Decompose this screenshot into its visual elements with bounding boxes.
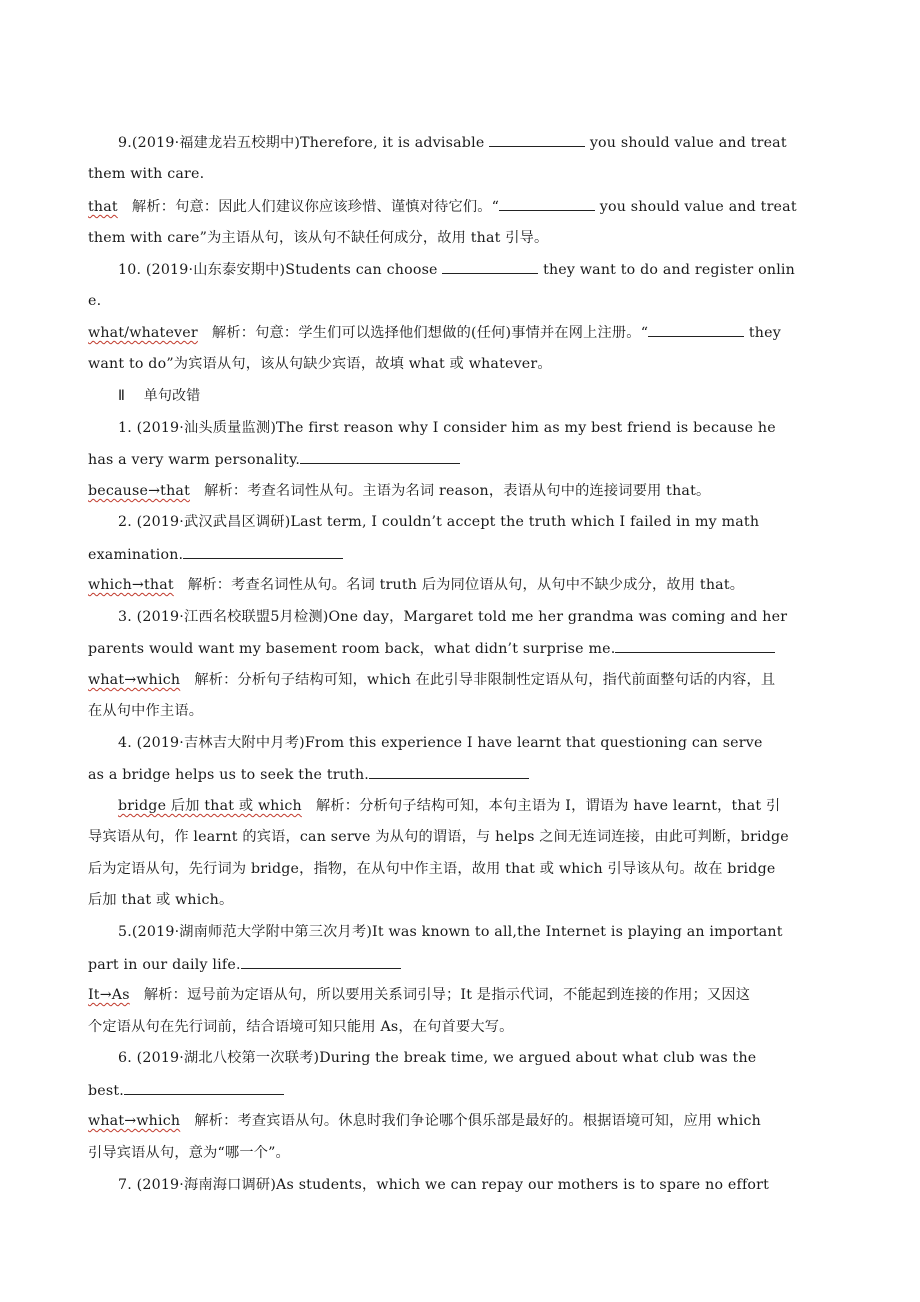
p2-q4-explanation-3: 后为定语从句，先行词为 bridge，指物，在从句中作主语，故用 that 或 which 引导该从句。故在 bridge	[88, 861, 776, 877]
p2-q5-text: part in our daily life.	[88, 957, 241, 973]
p2-q6-text: best.	[88, 1083, 124, 1099]
p2-q5-exp-text: 解析：逗号前为定语从句，所以要用关系词引导；It 是指示代词，不能起到连接的作用；又因这	[129, 987, 751, 1003]
q9-exp-text-b: you should value and treat	[595, 199, 797, 215]
q9-text-a: 9.(2019·福建龙岩五校期中)Therefore, it is advisable	[118, 135, 490, 151]
p2-q5-blank[interactable]	[241, 954, 401, 969]
p2-q1-text: has a very warm personality.	[88, 452, 301, 468]
p2-q4-answer: bridge 后加 that 或 which	[118, 798, 302, 814]
p2-q4-explanation-1	[118, 796, 780, 816]
p2-q2-line-1: 2. (2019·武汉武昌区调研)Last term, I couldn’t accept the truth which I failed in my math	[118, 514, 760, 530]
p2-q3-exp-text: 解析：分析句子结构可知，which 在此引导非限制性定语从句，指代前面整句话的内容，且	[180, 672, 776, 688]
q10-blank[interactable]	[442, 259, 538, 274]
p2-q4-exp-text: 解析：分析句子结构可知，本句主语为 I，谓语为 have learnt，that 引	[301, 798, 781, 814]
p2-q4-line-2	[88, 764, 529, 785]
p2-q6-explanation-2: 引导宾语从句，意为“哪一个”。	[88, 1145, 290, 1161]
p2-q3-line-1: 3. (2019·江西名校联盟5月检测)One day，Margaret told me her grandma was coming and her	[118, 609, 788, 625]
q10-line-2: e.	[88, 293, 102, 309]
p2-q2-answer: which→that	[88, 577, 174, 593]
p2-q3-answer: what→which	[88, 672, 181, 688]
p2-q1-line-2	[88, 449, 460, 470]
q10-line-1	[118, 259, 795, 280]
p2-q5-line-2	[88, 954, 401, 975]
p2-q2-explanation-1	[88, 575, 744, 595]
p2-q3-line-2	[88, 638, 775, 659]
q9-line-2: them with care.	[88, 166, 205, 182]
p2-q6-explanation-1	[88, 1111, 761, 1131]
q10-answer: what/whatever	[88, 325, 198, 341]
q10-exp-blank	[648, 322, 744, 337]
q10-text-a: 10. (2019·山东泰安期中)Students can choose	[118, 262, 443, 278]
p2-q1-answer: because→that	[88, 483, 190, 499]
q9-line-1	[118, 132, 787, 153]
q10-explanation-1	[88, 322, 781, 343]
section-title: Ⅱ 单句改错	[118, 388, 201, 404]
p2-q1-line-1: 1. (2019·汕头质量监测)The first reason why I consider him as my best friend is because he	[118, 420, 776, 436]
p2-q6-line-1: 6. (2019·湖北八校第一次联考)During the break time, we argued about what club was the	[118, 1050, 757, 1066]
p2-q1-blank[interactable]	[300, 449, 460, 464]
p2-q4-explanation-2: 导宾语从句，作 learnt 的宾语，can serve 为从句的谓语，与 helps 之间无连词连接，由此可判断，bridge	[88, 829, 789, 845]
p2-q3-blank[interactable]	[615, 638, 775, 653]
q9-exp-text-a: 解析：句意：因此人们建议你应该珍惜、谨慎对待它们。“	[117, 199, 500, 215]
q9-text-b: you should value and treat	[585, 135, 787, 151]
q10-explanation-2: want to do”为宾语从句，该从句缺少宾语，故填 what 或 whatever。	[88, 356, 552, 372]
q9-explanation-2: them with care”为主语从句，该从句不缺任何成分，故用 that 引导。	[88, 230, 549, 246]
p2-q2-blank[interactable]	[183, 544, 343, 559]
p2-q7-line-1: 7. (2019·海南海口调研)As students，which we can repay our mothers is to spare no effort	[118, 1177, 770, 1193]
p2-q2-text: examination.	[88, 547, 184, 563]
p2-q4-line-1: 4. (2019·吉林吉大附中月考)From this experience I have learnt that questioning can serve	[118, 735, 763, 751]
p2-q4-explanation-4: 后加 that 或 which。	[88, 892, 234, 908]
p2-q4-blank[interactable]	[369, 764, 529, 779]
p2-q2-exp-text: 解析：考查名词性从句。名词 truth 后为同位语从句，从句中不缺少成分，故用 that。	[173, 577, 745, 593]
p2-q5-answer: It→As	[88, 987, 130, 1003]
p2-q3-explanation-1	[88, 670, 775, 690]
p2-q5-line-1: 5.(2019·湖南师范大学附中第三次月考)It was known to all,the Internet is playing an important	[118, 924, 783, 940]
p2-q2-line-2	[88, 544, 343, 565]
q9-explanation-1	[88, 196, 797, 217]
p2-q6-line-2	[88, 1080, 284, 1101]
q9-blank[interactable]	[489, 132, 585, 147]
p2-q5-explanation-1	[88, 985, 750, 1005]
q10-text-b: they want to do and register onlin	[538, 262, 796, 278]
q10-exp-text-a: 解析：句意：学生们可以选择他们想做的(任何)事情并在网上注册。“	[197, 325, 649, 341]
p2-q5-explanation-2: 个定语从句在先行词前，结合语境可知只能用 As，在句首要大写。	[88, 1019, 514, 1035]
p2-q6-exp-text: 解析：考查宾语从句。休息时我们争论哪个俱乐部是最好的。根据语境可知，应用 which	[180, 1113, 761, 1129]
q9-answer: that	[88, 199, 118, 215]
p2-q1-explanation-1	[88, 481, 710, 501]
p2-q4-text: as a bridge helps us to seek the truth.	[88, 767, 370, 783]
p2-q6-blank[interactable]	[124, 1080, 284, 1095]
q9-exp-blank	[499, 196, 595, 211]
p2-q3-text: parents would want my basement room back，what didn’t surprise me.	[88, 641, 616, 657]
p2-q1-exp-text: 解析：考查名词性从句。主语为名词 reason，表语从句中的连接词要用 that。	[189, 483, 711, 499]
p2-q3-explanation-2: 在从句中作主语。	[88, 703, 204, 719]
q10-exp-text-b: they	[744, 325, 781, 341]
p2-q6-answer: what→which	[88, 1113, 181, 1129]
